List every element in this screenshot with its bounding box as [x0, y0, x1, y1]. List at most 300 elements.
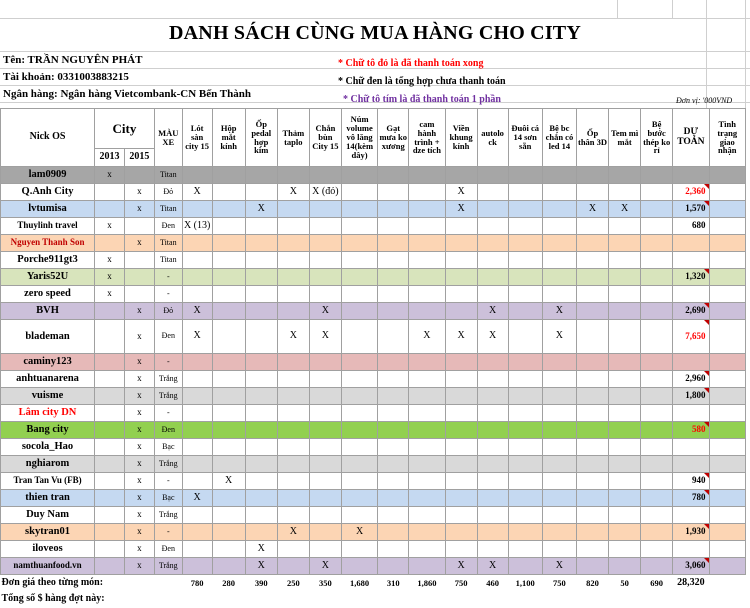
row-item-mark: [182, 235, 212, 252]
row-item-mark: [577, 456, 609, 473]
row-item-mark: [508, 218, 542, 235]
row-item-mark: X: [182, 320, 212, 354]
row-item-mark: [577, 490, 609, 507]
unit-price: 1,680: [350, 577, 370, 588]
row-nick: BVH: [1, 303, 95, 320]
row-item-mark: [641, 252, 673, 269]
row-item-mark: [309, 388, 341, 405]
row-color: -: [154, 473, 182, 490]
row-item-mark: [309, 405, 341, 422]
unit-price: 310: [386, 577, 400, 588]
row-item-mark: [378, 167, 409, 184]
row-item-mark: [277, 371, 309, 388]
unit-price-row: [1, 575, 746, 592]
row-item-mark: [182, 405, 212, 422]
row-item-mark: [409, 218, 445, 235]
unit-price: 690: [650, 577, 664, 588]
row-color: Đỏ: [154, 303, 182, 320]
row-status: [709, 167, 745, 184]
unit-price: 820: [586, 577, 599, 588]
row-item-mark: [245, 422, 277, 439]
row-nick: blademan: [1, 320, 95, 354]
row-item-mark: [445, 218, 477, 235]
row-item-mark: X: [182, 303, 212, 320]
row-2013: [95, 541, 125, 558]
row-total: 2,360: [673, 184, 709, 201]
row-item-mark: [245, 320, 277, 354]
row-item-mark: [577, 354, 609, 371]
row-item-mark: [477, 286, 508, 303]
row-item-mark: X: [245, 201, 277, 218]
row-item-mark: X: [445, 558, 477, 575]
table-row: [1, 218, 746, 235]
row-item-mark: [542, 235, 576, 252]
row-item-mark: [577, 473, 609, 490]
row-status: [709, 184, 745, 201]
row-item-mark: [341, 456, 377, 473]
row-item-mark: [341, 490, 377, 507]
row-item-mark: [477, 252, 508, 269]
row-2015: x: [124, 473, 154, 490]
row-item-mark: [341, 303, 377, 320]
row-item-mark: [609, 422, 641, 439]
row-total: 2,960: [673, 371, 709, 388]
row-item-mark: [577, 286, 609, 303]
row-item-mark: [609, 558, 641, 575]
row-nick: iloveos: [1, 541, 95, 558]
row-item-mark: [508, 524, 542, 541]
row-item-mark: [542, 422, 576, 439]
row-2013: [95, 507, 125, 524]
row-item-mark: [508, 388, 542, 405]
row-item-mark: X (13): [182, 218, 212, 235]
row-item-mark: X: [445, 201, 477, 218]
row-item-mark: [341, 405, 377, 422]
table-row: [1, 286, 746, 303]
row-2013: [95, 524, 125, 541]
row-item-mark: [378, 388, 409, 405]
col-header-item: Bệ bước thép ko rỉ: [641, 109, 673, 167]
row-item-mark: [477, 388, 508, 405]
row-2015: [124, 269, 154, 286]
row-item-mark: [477, 405, 508, 422]
table-row: [1, 371, 746, 388]
row-item-mark: X: [609, 201, 641, 218]
row-item-mark: [508, 456, 542, 473]
row-nick: lvtumisa: [1, 201, 95, 218]
row-item-mark: X: [309, 320, 341, 354]
row-item-mark: [277, 439, 309, 456]
row-nick: Tran Tan Vu (FB): [1, 473, 95, 490]
row-item-mark: [309, 218, 341, 235]
row-item-mark: [641, 456, 673, 473]
row-item-mark: [309, 269, 341, 286]
row-color: Đen: [154, 422, 182, 439]
row-2015: x: [124, 507, 154, 524]
row-item-mark: [542, 507, 576, 524]
comment-flag: [704, 320, 709, 325]
row-item-mark: X (đỏ): [309, 184, 341, 201]
row-item-mark: [577, 269, 609, 286]
col-header-item: Ốp pedal hợp kim: [245, 109, 277, 167]
row-status: [709, 201, 745, 218]
row-item-mark: [378, 473, 409, 490]
row-item-mark: [641, 558, 673, 575]
table-row: [1, 354, 746, 371]
row-2015: x: [124, 320, 154, 354]
row-item-mark: [212, 320, 245, 354]
bank-name: Ngân hàng: Ngân hàng Vietcombank-CN Bến Thành: [3, 88, 251, 100]
comment-flag: [704, 422, 709, 427]
row-item-mark: [577, 320, 609, 354]
row-item-mark: [508, 439, 542, 456]
row-item-mark: [542, 252, 576, 269]
row-status: [709, 422, 745, 439]
row-item-mark: [508, 184, 542, 201]
row-item-mark: [542, 405, 576, 422]
row-nick: socola_Hao: [1, 439, 95, 456]
row-item-mark: [577, 524, 609, 541]
row-item-mark: [341, 439, 377, 456]
row-status: [709, 286, 745, 303]
row-2015: x: [124, 541, 154, 558]
comment-flag: [704, 490, 709, 495]
row-item-mark: [409, 167, 445, 184]
row-item-mark: [508, 286, 542, 303]
table-row: [1, 184, 746, 201]
row-item-mark: [641, 354, 673, 371]
row-item-mark: [577, 303, 609, 320]
row-2013: x: [95, 218, 125, 235]
row-item-mark: [212, 201, 245, 218]
unit-price: 280: [222, 577, 236, 588]
row-item-mark: [609, 439, 641, 456]
row-item-mark: [445, 439, 477, 456]
row-item-mark: [245, 371, 277, 388]
col-header-2013: 2013: [95, 149, 125, 167]
row-item-mark: X: [245, 558, 277, 575]
row-color: Đen: [154, 320, 182, 354]
row-status: [709, 388, 745, 405]
row-color: Trắng: [154, 558, 182, 575]
row-item-mark: [477, 490, 508, 507]
row-nick: Porche911gt3: [1, 252, 95, 269]
row-item-mark: [577, 167, 609, 184]
row-item-mark: X: [341, 524, 377, 541]
comment-flag: [704, 184, 709, 189]
row-item-mark: [245, 456, 277, 473]
row-item-mark: [277, 235, 309, 252]
row-color: Trắng: [154, 456, 182, 473]
row-item-mark: [245, 439, 277, 456]
row-2015: x: [124, 303, 154, 320]
row-item-mark: [542, 201, 576, 218]
row-item-mark: [542, 218, 576, 235]
row-color: Titan: [154, 201, 182, 218]
row-item-mark: [409, 541, 445, 558]
row-item-mark: [309, 490, 341, 507]
row-item-mark: [182, 371, 212, 388]
row-item-mark: [508, 371, 542, 388]
row-item-mark: [609, 507, 641, 524]
row-status: [709, 558, 745, 575]
row-color: -: [154, 524, 182, 541]
row-status: [709, 473, 745, 490]
row-item-mark: [277, 252, 309, 269]
row-item-mark: [409, 286, 445, 303]
row-2013: [95, 184, 125, 201]
row-2015: x: [124, 184, 154, 201]
table-row: [1, 252, 746, 269]
row-item-mark: [508, 507, 542, 524]
row-item-mark: [378, 558, 409, 575]
row-item-mark: [577, 252, 609, 269]
row-item-mark: [577, 541, 609, 558]
row-item-mark: [445, 269, 477, 286]
row-nick: vuisme: [1, 388, 95, 405]
row-item-mark: [245, 235, 277, 252]
row-2013: [95, 320, 125, 354]
note-purple: * Chữ tô tím là đã thanh toán 1 phần: [343, 94, 501, 105]
row-item-mark: X: [309, 558, 341, 575]
row-2013: [95, 303, 125, 320]
row-item-mark: [212, 558, 245, 575]
row-item-mark: X: [309, 303, 341, 320]
row-item-mark: [477, 507, 508, 524]
table-row: [1, 269, 746, 286]
row-color: Trắng: [154, 388, 182, 405]
row-2015: x: [124, 558, 154, 575]
row-item-mark: [542, 473, 576, 490]
row-item-mark: [309, 252, 341, 269]
row-2015: x: [124, 490, 154, 507]
row-2015: x: [124, 371, 154, 388]
table-row: [1, 541, 746, 558]
row-2013: [95, 354, 125, 371]
row-item-mark: [477, 218, 508, 235]
row-color: Bạc: [154, 490, 182, 507]
row-item-mark: [341, 507, 377, 524]
row-item-mark: X: [542, 303, 576, 320]
row-2013: x: [95, 252, 125, 269]
row-2015: x: [124, 388, 154, 405]
grand-total: 28,320: [677, 577, 705, 588]
row-item-mark: [477, 422, 508, 439]
col-header-item: Ốp thân 3D: [577, 109, 609, 167]
row-item-mark: [182, 473, 212, 490]
row-total: 580: [673, 422, 709, 439]
comment-flag: [704, 388, 709, 393]
row-color: Đen: [154, 541, 182, 558]
table-row: [1, 235, 746, 252]
col-header-item: Chắn bùn City 15: [309, 109, 341, 167]
row-item-mark: [577, 422, 609, 439]
row-item-mark: [245, 252, 277, 269]
col-header-color: MÀU XE: [154, 109, 182, 167]
row-color: -: [154, 405, 182, 422]
row-item-mark: [341, 354, 377, 371]
row-item-mark: [477, 235, 508, 252]
row-item-mark: [641, 218, 673, 235]
row-item-mark: [477, 541, 508, 558]
row-item-mark: [409, 388, 445, 405]
col-header-status: Tình trạng giao nhận: [709, 109, 745, 167]
row-color: -: [154, 354, 182, 371]
account-number: Tài khoản: 0331003883215: [3, 71, 129, 83]
table-row: [1, 201, 746, 218]
row-item-mark: [245, 473, 277, 490]
row-2015: [124, 167, 154, 184]
row-item-mark: [477, 524, 508, 541]
row-item-mark: [309, 541, 341, 558]
row-total: [673, 541, 709, 558]
row-item-mark: [542, 490, 576, 507]
row-status: [709, 218, 745, 235]
unit-label: Đơn vị: '000VND: [676, 96, 733, 105]
row-item-mark: [409, 439, 445, 456]
row-item-mark: [577, 184, 609, 201]
row-item-mark: [277, 167, 309, 184]
table-row: [1, 388, 746, 405]
row-item-mark: [309, 473, 341, 490]
row-total: [673, 507, 709, 524]
row-item-mark: [641, 371, 673, 388]
row-color: Trắng: [154, 371, 182, 388]
comment-flag: [704, 558, 709, 563]
row-item-mark: [641, 439, 673, 456]
row-item-mark: [542, 524, 576, 541]
row-item-mark: [409, 524, 445, 541]
row-item-mark: [378, 524, 409, 541]
col-header-item: Bệ bc chắn có led 14: [542, 109, 576, 167]
unit-price: 780: [190, 577, 204, 588]
row-item-mark: [445, 473, 477, 490]
unit-price: 250: [286, 577, 300, 588]
row-item-mark: [212, 218, 245, 235]
row-nick: thien tran: [1, 490, 95, 507]
row-item-mark: [277, 473, 309, 490]
col-header-item: Lót sàn city 15: [182, 109, 212, 167]
table-row: [1, 439, 746, 456]
row-2015: [124, 218, 154, 235]
col-header-item: Hộp mắt kính: [212, 109, 245, 167]
row-item-mark: [245, 218, 277, 235]
row-item-mark: [212, 439, 245, 456]
row-item-mark: [508, 405, 542, 422]
row-status: [709, 524, 745, 541]
row-2015: [124, 286, 154, 303]
col-header-nick: Nick OS: [1, 109, 95, 167]
comment-flag: [704, 269, 709, 274]
row-nick: Duy Nam: [1, 507, 95, 524]
row-item-mark: [378, 201, 409, 218]
row-item-mark: [182, 201, 212, 218]
table-row: [1, 405, 746, 422]
row-2015: x: [124, 405, 154, 422]
table-row: [1, 473, 746, 490]
col-header-item: Gạt mưa ko xương: [378, 109, 409, 167]
row-2015: x: [124, 201, 154, 218]
row-item-mark: X: [445, 320, 477, 354]
row-item-mark: [609, 269, 641, 286]
row-item-mark: [378, 235, 409, 252]
row-item-mark: [245, 286, 277, 303]
row-item-mark: [182, 422, 212, 439]
row-item-mark: [309, 235, 341, 252]
row-item-mark: [182, 439, 212, 456]
row-total: 940: [673, 473, 709, 490]
row-item-mark: [212, 303, 245, 320]
row-color: Đen: [154, 218, 182, 235]
row-item-mark: [609, 524, 641, 541]
row-nick: Lâm city DN: [1, 405, 95, 422]
row-item-mark: [508, 235, 542, 252]
row-item-mark: [577, 405, 609, 422]
col-header-item: Thảm taplo: [277, 109, 309, 167]
col-header-2015: 2015: [124, 149, 154, 167]
row-item-mark: [609, 184, 641, 201]
row-total: 1,800: [673, 388, 709, 405]
row-item-mark: [341, 235, 377, 252]
table-row: [1, 507, 746, 524]
row-total: [673, 456, 709, 473]
row-item-mark: [378, 490, 409, 507]
row-item-mark: X: [409, 320, 445, 354]
row-item-mark: [445, 524, 477, 541]
row-status: [709, 490, 745, 507]
row-nick: Q.Anh City: [1, 184, 95, 201]
row-item-mark: [378, 303, 409, 320]
row-item-mark: [309, 507, 341, 524]
row-total: 1,320: [673, 269, 709, 286]
row-item-mark: [542, 439, 576, 456]
row-item-mark: [277, 218, 309, 235]
row-2015: x: [124, 524, 154, 541]
table-row: [1, 422, 746, 439]
row-item-mark: [341, 252, 377, 269]
col-header-item: Đuôi cá 14 sơn sẵn: [508, 109, 542, 167]
row-color: Titan: [154, 167, 182, 184]
row-item-mark: [309, 439, 341, 456]
row-item-mark: [212, 490, 245, 507]
row-item-mark: [309, 167, 341, 184]
row-item-mark: [277, 303, 309, 320]
row-item-mark: [341, 218, 377, 235]
row-item-mark: [445, 541, 477, 558]
table-row: [1, 524, 746, 541]
row-item-mark: [542, 388, 576, 405]
row-item-mark: [212, 388, 245, 405]
row-item-mark: X: [577, 201, 609, 218]
row-nick: Thuylinh travel: [1, 218, 95, 235]
row-item-mark: [212, 422, 245, 439]
row-color: Titan: [154, 252, 182, 269]
table-row: [1, 320, 746, 354]
row-item-mark: [609, 286, 641, 303]
row-item-mark: [378, 218, 409, 235]
row-item-mark: [409, 422, 445, 439]
row-item-mark: [508, 422, 542, 439]
row-item-mark: [409, 456, 445, 473]
row-item-mark: [609, 371, 641, 388]
row-item-mark: [641, 524, 673, 541]
row-item-mark: [508, 541, 542, 558]
row-status: [709, 405, 745, 422]
col-header-item: Núm volume vô lăng 14(kèm dây): [341, 109, 377, 167]
row-item-mark: [542, 269, 576, 286]
row-item-mark: [277, 456, 309, 473]
row-item-mark: [277, 269, 309, 286]
